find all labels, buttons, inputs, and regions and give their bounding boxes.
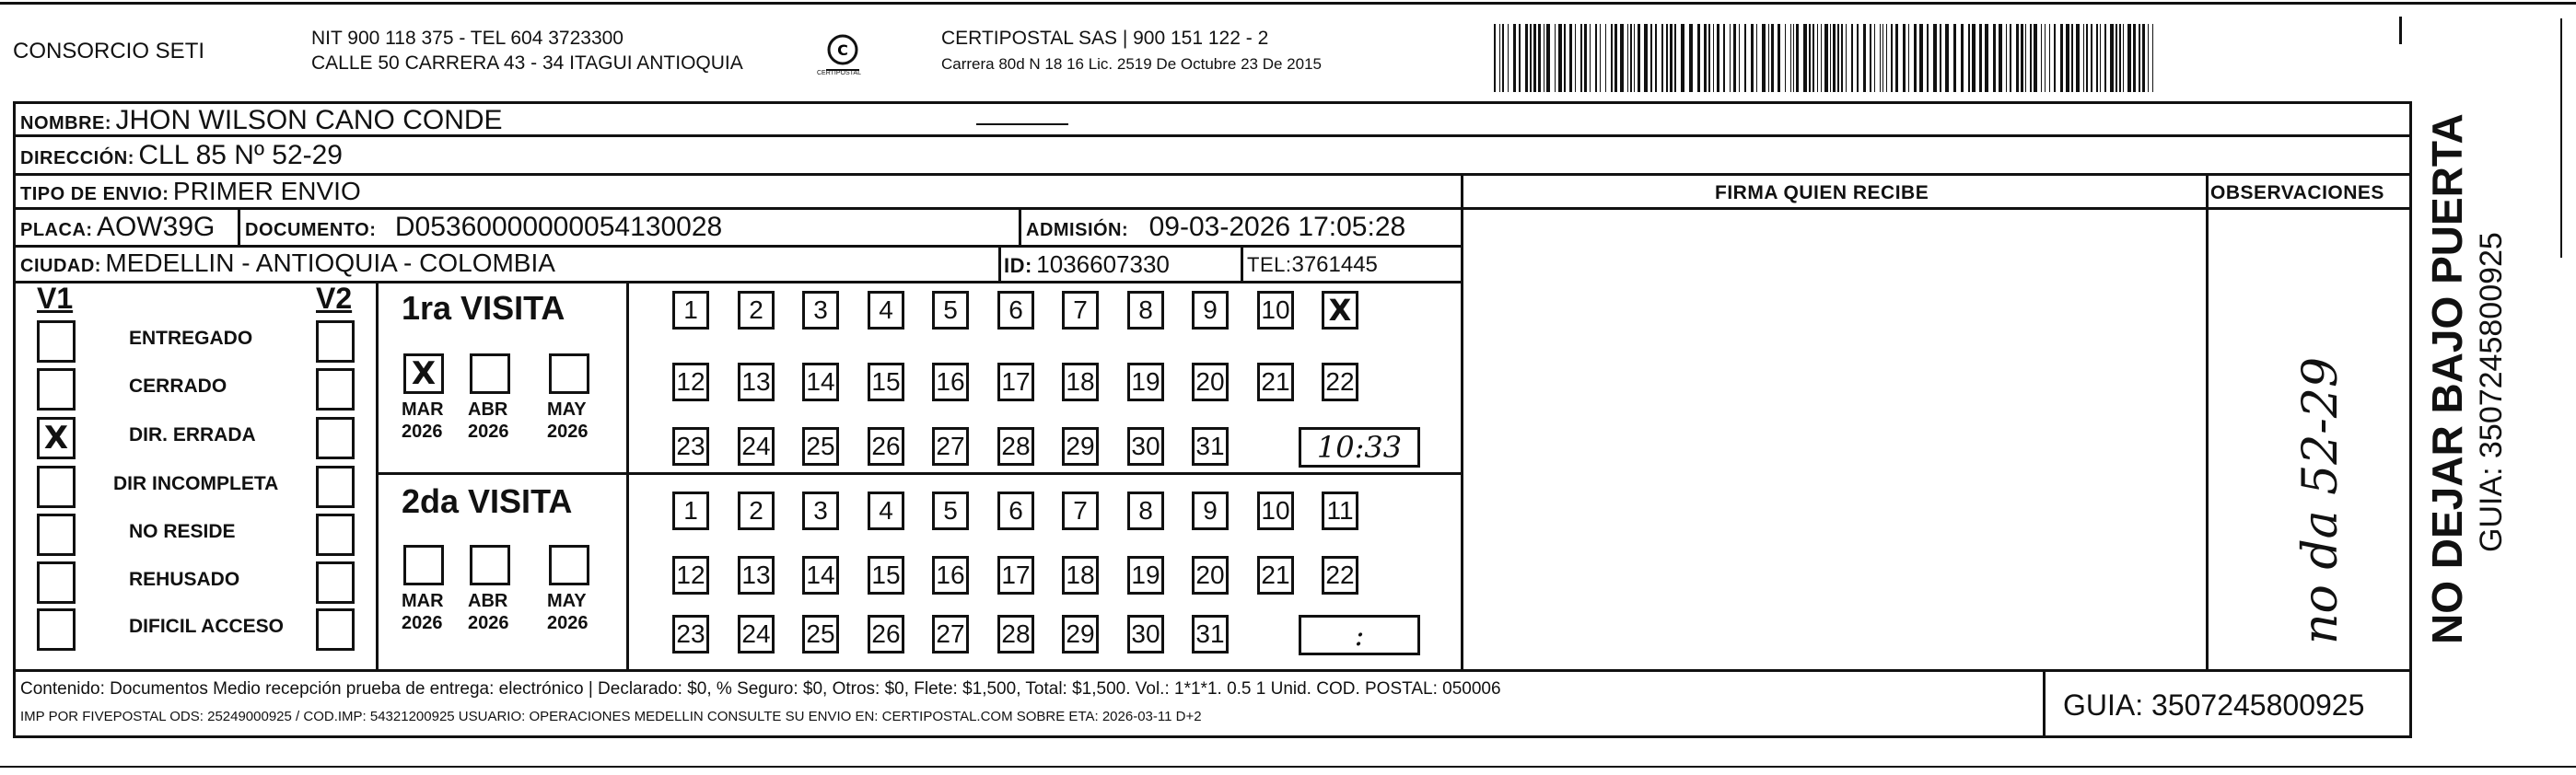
visit2-day-box[interactable]: 8 [1127,492,1164,530]
visit2-day-box[interactable]: 27 [932,615,969,654]
barcode-bar [2083,24,2084,92]
barcode-bar [1771,24,1774,92]
barcode [1494,24,2153,92]
visit2-day-box[interactable]: 9 [1192,492,1229,530]
barcode-bar [1717,24,1719,92]
barcode-bar [1874,24,1875,92]
visit1-day-box[interactable]: 31 [1192,427,1229,466]
edge-mark [2560,18,2562,258]
v1-checkbox[interactable] [37,320,76,363]
barcode-bar [2030,24,2032,92]
visit2-month-checkbox[interactable] [549,545,589,585]
visit1-day-box[interactable]: 22 [1322,363,1358,401]
firma-header-line [1461,207,2412,210]
visit1-month-label: MAR [402,399,444,420]
barcode-bar [2148,24,2149,92]
barcode-bar [1985,24,1988,92]
barcode-bar [1569,24,1572,92]
ciudad-row [20,249,555,278]
barcode-bar [1525,24,1528,92]
visit1-day-box[interactable]: 13 [738,363,775,401]
row-line [13,669,2412,672]
barcode-bar [1961,24,1964,92]
barcode-bar [2139,24,2140,92]
barcode-bar [1768,24,1769,92]
visit2-day-box[interactable]: 4 [868,492,904,530]
barcode-bar [2016,24,2019,92]
barcode-bar [2054,24,2056,92]
barcode-bar [1519,24,1521,92]
barcode-bar [1796,24,1799,92]
barcode-bar [2119,24,2121,92]
barcode-bar [1513,24,1516,92]
placa-row [20,212,215,243]
visit2-month-year: 2026 [402,613,443,633]
barcode-bar [2045,24,2046,92]
barcode-bar [1600,24,1601,92]
visit1-month-year: 2026 [547,422,589,442]
visit2-day-box[interactable]: 31 [1192,615,1229,654]
barcode-bar [1903,24,1906,92]
visit2-day-box[interactable]: 11 [1322,492,1358,530]
barcode-bar [1837,24,1839,92]
barcode-bar [2091,24,2092,92]
id-row [1004,250,1170,279]
visit1-day-box[interactable]: 21 [1257,363,1294,401]
nit-line: NIT 900 118 375 - TEL 604 3723300 [311,28,624,49]
barcode-bar [1630,24,1632,92]
v1-checkbox[interactable] [37,561,76,604]
barcode-bar [1979,24,1982,92]
barcode-bar [1999,24,2002,92]
visit2-month-checkbox[interactable] [470,545,510,585]
status-label: NO RESIDE [129,521,236,542]
barcode-bar [1846,24,1847,92]
visit2-day-box[interactable]: 17 [997,556,1034,595]
status-label: ENTREGADO [129,328,253,349]
side-warning: NO DEJAR BAJO PUERTA [2423,113,2471,644]
ciudad-label: CIUDAD: [20,256,101,276]
barcode-bar [1575,24,1576,92]
v1-checkbox[interactable] [37,466,76,508]
visit1-month-checkbox[interactable] [470,353,510,394]
visit2-day-box[interactable]: 1 [672,492,709,530]
visit1-day-box[interactable]: 15 [868,363,904,401]
observation-handwriting: no da 52-29 [2293,356,2349,644]
barcode-bar [1778,24,1780,92]
barcode-bar [1614,24,1617,92]
svg-text:C: C [837,41,848,59]
visit2-month-year: 2026 [547,613,589,633]
visit1-day-box[interactable]: 12 [672,363,709,401]
barcode-bar [1533,24,1536,92]
status-label: DIFICIL ACCESO [129,616,285,637]
barcode-bar [1538,24,1541,92]
barcode-bar [1634,24,1635,92]
barcode-bar [1824,24,1828,92]
visit1-day-box[interactable]: 16 [932,363,969,401]
tipo-row [20,177,361,206]
barcode-bar [1882,24,1883,92]
visit1-day-box[interactable]: 27 [932,427,969,466]
barcode-bar [1945,24,1949,92]
visit2-day-box[interactable]: 26 [868,615,904,654]
direccion-row [20,140,343,171]
barcode-bar [1895,24,1898,92]
barcode-bar [1914,24,1917,92]
visit2-day-box[interactable]: 16 [932,556,969,595]
visit1-day-box[interactable]: 19 [1127,363,1164,401]
v1-label: V1 [37,282,74,315]
visit-divider [626,281,629,669]
barcode-bar [2006,24,2007,92]
tel-row [1247,252,1378,278]
barcode-bar [2142,24,2145,92]
barcode-bar [1590,24,1591,92]
visit2-day-box[interactable]: 12 [672,556,709,595]
ciudad-value: MEDELLIN - ANTIOQUIA - COLOMBIA [105,249,555,277]
barcode-bar [1564,24,1566,92]
barcode-bar [1708,24,1710,92]
barcode-bar [1580,24,1582,92]
visit2-day-box[interactable]: 15 [868,556,904,595]
top-edge-line [0,2,2576,5]
visit1-month-year: 2026 [468,422,509,442]
barcode-bar [1558,24,1562,92]
barcode-bar [1870,24,1871,92]
barcode-bar [1751,24,1754,92]
id-label: ID: [1004,254,1032,277]
visit1-day-box[interactable]: X [1322,291,1358,330]
barcode-bar [1880,24,1881,92]
barcode-bar [2086,24,2088,92]
admision-divider [1019,207,1021,245]
visit1-day-box[interactable]: 3 [802,291,839,330]
barcode-bar [1655,24,1657,92]
visit2-month-label: ABR [468,591,508,611]
barcode-bar [1650,24,1652,92]
visit2-day-box[interactable]: 20 [1192,556,1229,595]
footer-divider [2043,669,2046,738]
barcode-bar [1785,24,1786,92]
barcode-bar [1499,24,1500,92]
admision-row [1026,212,1405,243]
visit2-day-box[interactable]: 5 [932,492,969,530]
visit2-title: 2da VISITA [402,482,573,520]
barcode-bar [1793,24,1794,92]
v2-checkbox[interactable] [316,466,355,508]
barcode-bar [1762,24,1766,92]
barcode-bar [1790,24,1791,92]
tel-value: 3761445 [1291,252,1378,277]
barcode-bar [2034,24,2037,92]
id-divider [998,245,1001,281]
barcode-bar [1730,24,1731,92]
stray-line [976,123,1068,125]
visit1-month-label: ABR [468,399,508,420]
barcode-bar [1968,24,1970,92]
documento-row [245,212,722,243]
direccion-label: DIRECCIÓN: [20,148,134,168]
v2-checkbox[interactable] [316,514,355,556]
observaciones-header: OBSERVACIONES [2210,182,2384,203]
visit1-day-box[interactable]: 6 [997,291,1034,330]
visit2-day-box[interactable]: 2 [738,492,775,530]
barcode-bar [1733,24,1736,92]
barcode-bar [1817,24,1818,92]
tel-label: TEL: [1247,253,1292,276]
visit2-day-box[interactable]: 14 [802,556,839,595]
bottom-edge-line [0,766,2576,768]
visit1-day-box[interactable]: 24 [738,427,775,466]
barcode-bar [1644,24,1648,92]
visit1-day-box[interactable]: 17 [997,363,1034,401]
barcode-bar [1953,24,1956,92]
barcode-bar [1841,24,1843,92]
barcode-bar [2100,24,2101,92]
barcode-bar [1891,24,1893,92]
visit2-day-box[interactable]: 19 [1127,556,1164,595]
barcode-bar [2041,24,2042,92]
row-line [13,245,1461,248]
visit1-day-box[interactable]: 18 [1062,363,1099,401]
address-line: CALLE 50 CARRERA 43 - 34 ITAGUI ANTIOQUIA [311,52,743,74]
barcode-bar [1744,24,1746,92]
barcode-bar [1555,24,1556,92]
footer-line-1: Contenido: Documentos Medio recepción prueba de entrega: electrónico | Declarado: $0, % Seguro: $0, Otros: $0, Flete: $1,500, Total: $1,500. Vol.: 1*1*1. 0.5 1 Unid. COD. POSTAL: 050006 [20,679,1501,699]
barcode-bar [1993,24,1996,92]
v1-checkbox[interactable] [37,608,76,651]
carrier-line: CERTIPOSTAL SAS | 900 151 122 - 2 [941,28,1269,49]
barcode-bar [2066,24,2069,92]
admision-value: 09-03-2026 17:05:28 [1148,212,1406,242]
barcode-bar [1919,24,1923,92]
nombre-value: JHON WILSON CANO CONDE [115,105,503,135]
visit1-title: 1ra VISITA [402,289,565,327]
id-value: 1036607330 [1036,250,1170,278]
visit1-day-box[interactable]: 14 [802,363,839,401]
v2-checkbox[interactable] [316,417,355,459]
barcode-bar [2076,24,2080,92]
visit1-day-box[interactable]: 25 [802,427,839,466]
barcode-bar [2104,24,2106,92]
barcode-bar [1803,24,1807,92]
barcode-bar [1661,24,1663,92]
row-line [13,281,1461,283]
logo-caption: CERTIPOSTAL [817,70,861,76]
barcode-bar [1494,24,1496,92]
v2-checkbox[interactable] [316,320,355,363]
placa-label: PLACA: [20,220,93,240]
direccion-value: CLL 85 Nº 52-29 [138,140,343,170]
documento-value: D05360000000054130028 [394,212,723,242]
footer-line-2: IMP POR FIVEPOSTAL ODS: 25249000925 / COD.IMP: 54321200925 USUARIO: OPERACIONES MEDELLIN CONSULTE SU ENVIO EN: CERTIPOSTAL.COM SOBRE ETA: 2026-03-11 D+2 [20,709,1202,724]
tel-divider [1241,245,1243,281]
v2-checkbox[interactable] [316,561,355,604]
barcode-bar [2021,24,2023,92]
barcode-bar [1681,24,1684,92]
visit1-day-box[interactable]: 20 [1192,363,1229,401]
barcode-bar [1666,24,1668,92]
visit1-day-box[interactable]: 7 [1062,291,1099,330]
barcode-bar [2152,24,2153,92]
barcode-bar [1674,24,1676,92]
visit1-day-box[interactable]: 28 [997,427,1034,466]
visit2-day-box[interactable]: 23 [672,615,709,654]
visit1-day-box[interactable]: 8 [1127,291,1164,330]
certipostal-logo [822,33,863,74]
v2-checkbox[interactable] [316,368,355,411]
barcode-bar [1638,24,1640,92]
v1-checkbox[interactable] [37,368,76,411]
status-label: REHUSADO [129,569,240,590]
obs-left-divider [2206,173,2209,669]
visit1-month-year: 2026 [402,422,443,442]
visit1-day-box[interactable]: 5 [932,291,969,330]
visit1-day-box[interactable]: 4 [868,291,904,330]
barcode-bar [1739,24,1740,92]
barcode-bar [2096,24,2098,92]
placa-value: AOW39G [97,212,216,242]
visit2-day-box[interactable]: 28 [997,615,1034,654]
barcode-bar [1713,24,1714,92]
visit2-day-box[interactable]: 18 [1062,556,1099,595]
barcode-bar [1851,24,1853,92]
barcode-bar [1821,24,1822,92]
visit2-day-box[interactable]: 21 [1257,556,1294,595]
visit1-month-label: MAY [547,399,587,420]
barcode-bar [1833,24,1836,92]
barcode-bar [1908,24,1909,92]
barcode-bar [1940,24,1941,92]
barcode-bar [1756,24,1757,92]
barcode-bar [2133,24,2136,92]
visit1-time-box[interactable]: 10:33 [1299,427,1420,468]
visit1-day-box[interactable]: 29 [1062,427,1099,466]
visit1-day-box[interactable]: 10 [1257,291,1294,330]
admision-label: ADMISIÓN: [1026,220,1129,240]
visit2-month-checkbox[interactable] [403,545,444,585]
barcode-bar [1605,24,1606,92]
status-label: CERRADO [129,376,227,397]
nombre-row [20,105,503,136]
status-label: DIR. ERRADA [129,424,256,445]
barcode-bar [2010,24,2011,92]
visit2-day-box[interactable]: 22 [1322,556,1358,595]
barcode-bar [1627,24,1628,92]
visit2-day-box[interactable]: 13 [738,556,775,595]
visit2-day-box[interactable]: 6 [997,492,1034,530]
visit2-day-box[interactable]: 3 [802,492,839,530]
barcode-bar [2060,24,2063,92]
visit2-day-box[interactable]: 30 [1127,615,1164,654]
nombre-label: NOMBRE: [20,113,112,133]
visit2-day-box[interactable]: 29 [1062,615,1099,654]
barcode-bar [1502,24,1504,92]
barcode-bar [1584,24,1587,92]
barcode-bar [2049,24,2050,92]
footer-guia: GUIA: 3507245800925 [2063,688,2365,722]
edge-mark [2399,17,2402,44]
barcode-bar [2110,24,2114,92]
barcode-bar [2127,24,2131,92]
barcode-bar [1689,24,1693,92]
tipo-value: PRIMER ENVIO [172,177,361,205]
barcode-bar [1863,24,1866,92]
barcode-bar [1508,24,1509,92]
barcode-bar [1697,24,1700,92]
visit1-day-box[interactable]: 23 [672,427,709,466]
barcode-bar [1886,24,1887,92]
license-line: Carrera 80d N 18 16 Lic. 2519 De Octubre 23 De 2015 [941,55,1322,73]
v2-label: V2 [316,282,353,315]
barcode-bar [1546,24,1550,92]
placa-divider [238,207,240,245]
barcode-bar [1809,24,1811,92]
visit2-day-box[interactable]: 25 [802,615,839,654]
barcode-bar [1595,24,1597,92]
barcode-bar [1830,24,1831,92]
tipo-label: TIPO DE ENVIO: [20,184,169,204]
status-divider [376,281,379,669]
row-line [13,173,2412,176]
visit2-day-box[interactable]: 10 [1257,492,1294,530]
barcode-bar [1972,24,1976,92]
barcode-bar [1620,24,1624,92]
barcode-bar [1723,24,1725,92]
visit-separator [376,472,1461,475]
v2-checkbox[interactable] [316,608,355,651]
visit1-day-box[interactable]: 9 [1192,291,1229,330]
barcode-bar [1704,24,1707,92]
barcode-bar [1927,24,1929,92]
v1-checkbox[interactable]: X [37,417,76,459]
visit2-month-year: 2026 [468,613,509,633]
barcode-bar [1611,24,1613,92]
status-label: DIR INCOMPLETA [113,473,279,494]
visit2-time-box[interactable]: : [1299,615,1420,655]
firma-header: FIRMA QUIEN RECIBE [1715,182,1929,203]
barcode-bar [1813,24,1814,92]
documento-label: DOCUMENTO: [245,220,377,240]
side-guia: GUIA: 3507245800925 [2474,232,2509,552]
barcode-bar [1670,24,1673,92]
visit1-day-box[interactable]: 30 [1127,427,1164,466]
v1-checkbox[interactable] [37,514,76,556]
barcode-bar [2123,24,2124,92]
barcode-bar [1857,24,1859,92]
barcode-bar [2025,24,2026,92]
visit1-month-checkbox[interactable] [549,353,589,394]
barcode-bar [1530,24,1532,92]
firma-left-divider [1461,173,1463,669]
visit2-month-label: MAY [547,591,587,611]
barcode-bar [2116,24,2117,92]
barcode-bar [1933,24,1937,92]
visit1-month-checkbox[interactable]: X [403,353,444,394]
visit1-day-box[interactable]: 26 [868,427,904,466]
visit2-day-box[interactable]: 24 [738,615,775,654]
visit1-day-box[interactable]: 2 [738,291,775,330]
barcode-bar [2071,24,2073,92]
visit1-day-box[interactable]: 1 [672,291,709,330]
visit2-day-box[interactable]: 7 [1062,492,1099,530]
visit2-month-label: MAR [402,591,444,611]
company-name: CONSORCIO SETI [13,39,205,64]
